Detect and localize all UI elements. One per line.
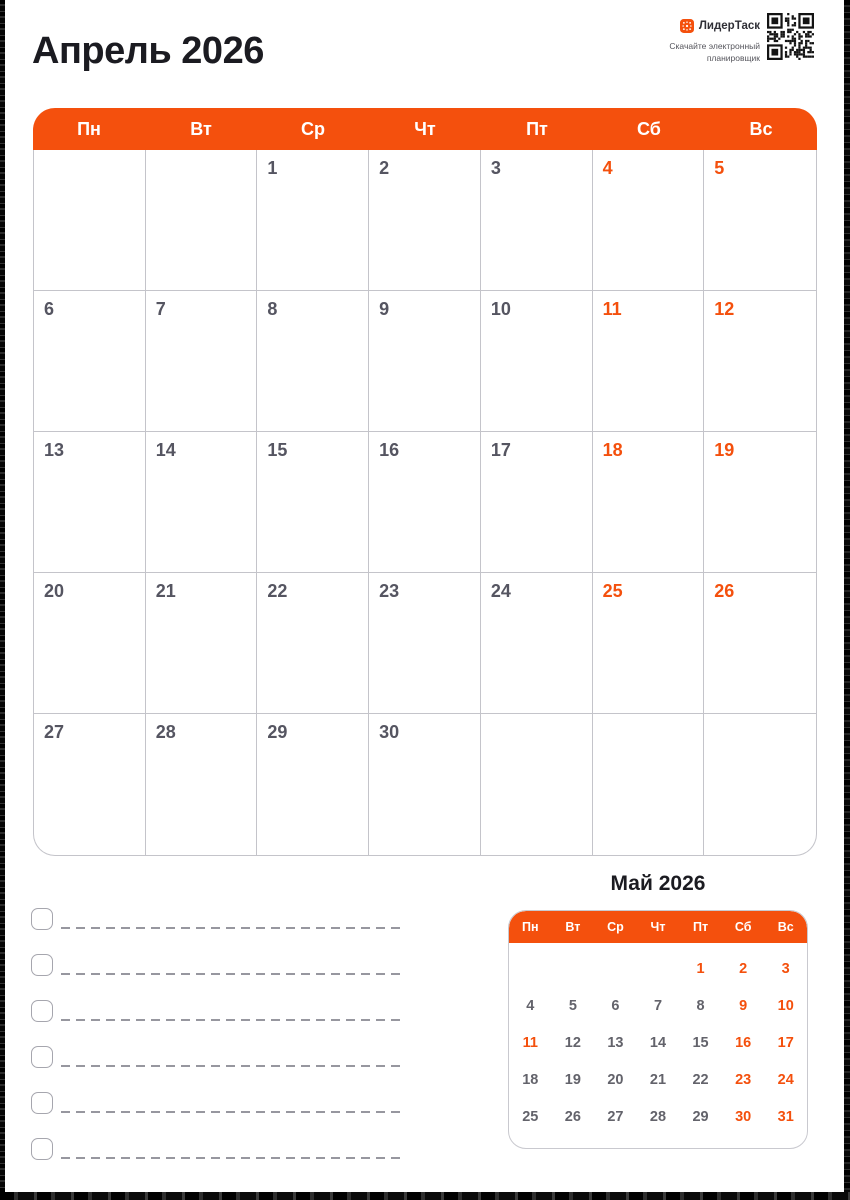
todo-writing-line [61, 973, 401, 975]
day-number: 7 [155, 299, 166, 319]
day-cell [34, 714, 146, 855]
day-cell [481, 291, 593, 432]
day-number: 21 [649, 1071, 667, 1088]
todo-row [31, 976, 401, 1022]
leadertask-logo-icon [680, 19, 694, 33]
day-cell [692, 1071, 708, 1089]
weekday-label: Чт [414, 118, 436, 139]
day-cell [735, 1071, 751, 1089]
day-number: 26 [564, 1108, 581, 1125]
day-number: 16 [379, 440, 400, 460]
day-cell [735, 1034, 751, 1052]
day-number: 12 [714, 299, 735, 319]
day-cell [650, 1034, 666, 1052]
weekday-label: Пн [77, 118, 101, 139]
day-number [481, 719, 491, 727]
weekday-label: Чт [650, 920, 666, 934]
day-cell [522, 1108, 538, 1126]
day-cell [607, 1108, 623, 1126]
day-number: 18 [602, 440, 623, 460]
day-cell [257, 150, 369, 291]
day-number: 25 [602, 581, 623, 601]
day-number: 23 [735, 1071, 752, 1088]
day-cell [481, 150, 593, 291]
day-cell [481, 573, 593, 714]
todo-checkbox[interactable] [31, 908, 53, 930]
day-number: 28 [155, 722, 176, 742]
day-cell [704, 291, 816, 432]
day-cell [692, 1034, 708, 1052]
day-cell [778, 1034, 794, 1052]
day-number: 27 [607, 1108, 624, 1125]
page-title: Апрель 2026 [32, 30, 264, 72]
todo-row [31, 1022, 401, 1068]
day-number: 6 [611, 997, 620, 1014]
day-cell [257, 714, 369, 855]
day-number: 19 [714, 440, 735, 460]
day-number: 15 [267, 440, 288, 460]
brand-tagline-line1: Скачайте электронный [669, 41, 760, 51]
todo-writing-line [61, 1111, 401, 1113]
day-cell [146, 714, 258, 855]
day-cell [369, 150, 481, 291]
day-number: 14 [649, 1034, 667, 1051]
day-number: 27 [44, 722, 65, 742]
day-number: 20 [44, 581, 65, 601]
day-number: 4 [602, 158, 613, 178]
brand-row [669, 19, 760, 33]
day-number: 4 [526, 997, 535, 1014]
weekday-label: Сб [637, 118, 661, 139]
day-number: 2 [739, 960, 748, 977]
day-cell [34, 150, 146, 291]
day-number: 21 [155, 581, 176, 601]
day-cell [778, 1108, 794, 1126]
todo-row [31, 1068, 401, 1114]
brand-name: ЛидерТаск [698, 20, 760, 32]
weekday-label: Пн [522, 920, 539, 934]
day-number: 30 [379, 722, 400, 742]
day-cell [146, 291, 258, 432]
todo-row [31, 930, 401, 976]
day-cell [704, 432, 816, 573]
todo-writing-line [61, 1065, 401, 1067]
right-scan-edge [844, 0, 850, 1200]
day-cell [593, 150, 705, 291]
day-cell [739, 997, 747, 1015]
day-number: 20 [607, 1071, 624, 1088]
main-calendar-weekday-header [33, 108, 817, 150]
day-cell [481, 432, 593, 573]
day-cell [369, 573, 481, 714]
brand-block [669, 19, 760, 65]
day-number [34, 155, 44, 163]
day-number: 3 [490, 158, 501, 178]
day-number [704, 719, 714, 727]
day-number: 14 [155, 440, 176, 460]
day-number: 17 [777, 1034, 794, 1051]
day-cell [607, 1034, 623, 1052]
day-cell [369, 291, 481, 432]
day-cell [565, 1108, 581, 1126]
day-number: 8 [696, 997, 705, 1014]
day-number: 3 [781, 960, 790, 977]
weekday-label: Пт [693, 920, 709, 934]
mini-calendar-title: Май 2026 [610, 872, 706, 895]
day-cell [34, 573, 146, 714]
day-number: 15 [692, 1034, 709, 1051]
day-cell [739, 960, 747, 978]
main-calendar-grid [33, 150, 817, 856]
day-cell [593, 714, 705, 855]
day-number: 19 [564, 1071, 581, 1088]
day-number: 29 [267, 722, 288, 742]
day-cell [607, 1071, 623, 1089]
todo-writing-line [61, 927, 401, 929]
day-number: 18 [522, 1071, 539, 1088]
weekday-label: Вт [565, 920, 581, 934]
todo-row [31, 1114, 401, 1160]
day-number: 2 [379, 158, 390, 178]
todo-checkbox[interactable] [31, 954, 53, 976]
weekday-label: Вс [777, 920, 794, 934]
day-number: 24 [777, 1071, 794, 1088]
day-cell [704, 714, 816, 855]
notes-checklist [31, 884, 401, 1160]
day-number: 28 [649, 1108, 667, 1125]
day-cell [523, 1034, 538, 1052]
brand-tagline [669, 40, 760, 65]
day-cell [704, 573, 816, 714]
brand-tagline-line2: планировщик [706, 53, 760, 64]
todo-checkbox[interactable] [31, 1092, 53, 1114]
day-number: 16 [735, 1034, 752, 1051]
todo-checkbox[interactable] [31, 1000, 53, 1022]
day-cell [526, 997, 534, 1015]
day-cell [34, 432, 146, 573]
day-number [593, 719, 603, 727]
day-number: 13 [44, 440, 65, 460]
todo-checkbox[interactable] [31, 1138, 53, 1160]
day-number: 13 [607, 1034, 624, 1051]
day-number: 12 [564, 1034, 581, 1051]
day-cell [778, 1071, 794, 1089]
day-number: 10 [490, 299, 511, 319]
left-scan-edge [0, 0, 5, 1200]
day-cell [782, 960, 790, 978]
day-number: 11 [522, 1034, 538, 1051]
day-number: 23 [379, 581, 400, 601]
bottom-scan-edge [0, 1192, 850, 1200]
day-cell [735, 1108, 751, 1126]
day-cell [593, 573, 705, 714]
day-number: 31 [777, 1108, 794, 1125]
day-cell [650, 1108, 666, 1126]
day-cell [565, 1071, 581, 1089]
todo-row [31, 884, 401, 930]
day-cell [522, 1071, 538, 1089]
mini-calendar [508, 910, 808, 1149]
day-cell [481, 714, 593, 855]
day-number: 24 [490, 581, 511, 601]
day-cell [611, 997, 619, 1015]
day-number: 30 [735, 1108, 752, 1125]
day-number: 9 [379, 299, 390, 319]
todo-checkbox[interactable] [31, 1046, 53, 1068]
todo-writing-line [61, 1157, 401, 1159]
day-number: 25 [522, 1108, 539, 1125]
day-cell [704, 150, 816, 291]
day-number: 22 [692, 1071, 709, 1088]
day-cell [257, 573, 369, 714]
day-cell [369, 432, 481, 573]
day-cell [565, 1034, 581, 1052]
day-number: 5 [714, 158, 725, 178]
weekday-label: Ср [301, 118, 325, 139]
todo-writing-line [61, 1019, 401, 1021]
day-number: 11 [602, 299, 622, 319]
day-cell [257, 432, 369, 573]
day-number: 1 [696, 960, 705, 977]
day-cell [146, 432, 258, 573]
weekday-label: Вт [190, 118, 212, 139]
mini-calendar-weekday-header [509, 911, 807, 943]
qr-code [767, 13, 814, 60]
day-cell [257, 291, 369, 432]
day-cell [593, 291, 705, 432]
day-number: 6 [44, 299, 55, 319]
weekday-label: Ср [607, 920, 624, 934]
day-cell [778, 997, 794, 1015]
day-number: 8 [267, 299, 278, 319]
day-cell [697, 997, 705, 1015]
day-number [146, 155, 156, 163]
day-number: 10 [777, 997, 794, 1014]
day-cell [146, 150, 258, 291]
day-cell [697, 960, 705, 978]
main-calendar [33, 108, 817, 856]
day-cell [146, 573, 258, 714]
day-cell [654, 997, 662, 1015]
day-number: 5 [568, 997, 577, 1014]
weekday-label: Сб [734, 920, 752, 934]
mini-calendar-grid [509, 943, 807, 1135]
day-number: 29 [692, 1108, 709, 1125]
day-cell [650, 1071, 666, 1089]
weekday-label: Вс [749, 118, 773, 139]
day-cell [692, 1108, 708, 1126]
weekday-label: Пт [526, 118, 548, 139]
day-number: 9 [739, 997, 748, 1014]
day-number: 26 [714, 581, 735, 601]
day-number: 22 [267, 581, 288, 601]
day-number: 17 [490, 440, 511, 460]
day-cell [369, 714, 481, 855]
day-cell [34, 291, 146, 432]
day-cell [593, 432, 705, 573]
day-number: 1 [267, 158, 278, 178]
day-cell [569, 997, 577, 1015]
day-number: 7 [653, 997, 663, 1014]
